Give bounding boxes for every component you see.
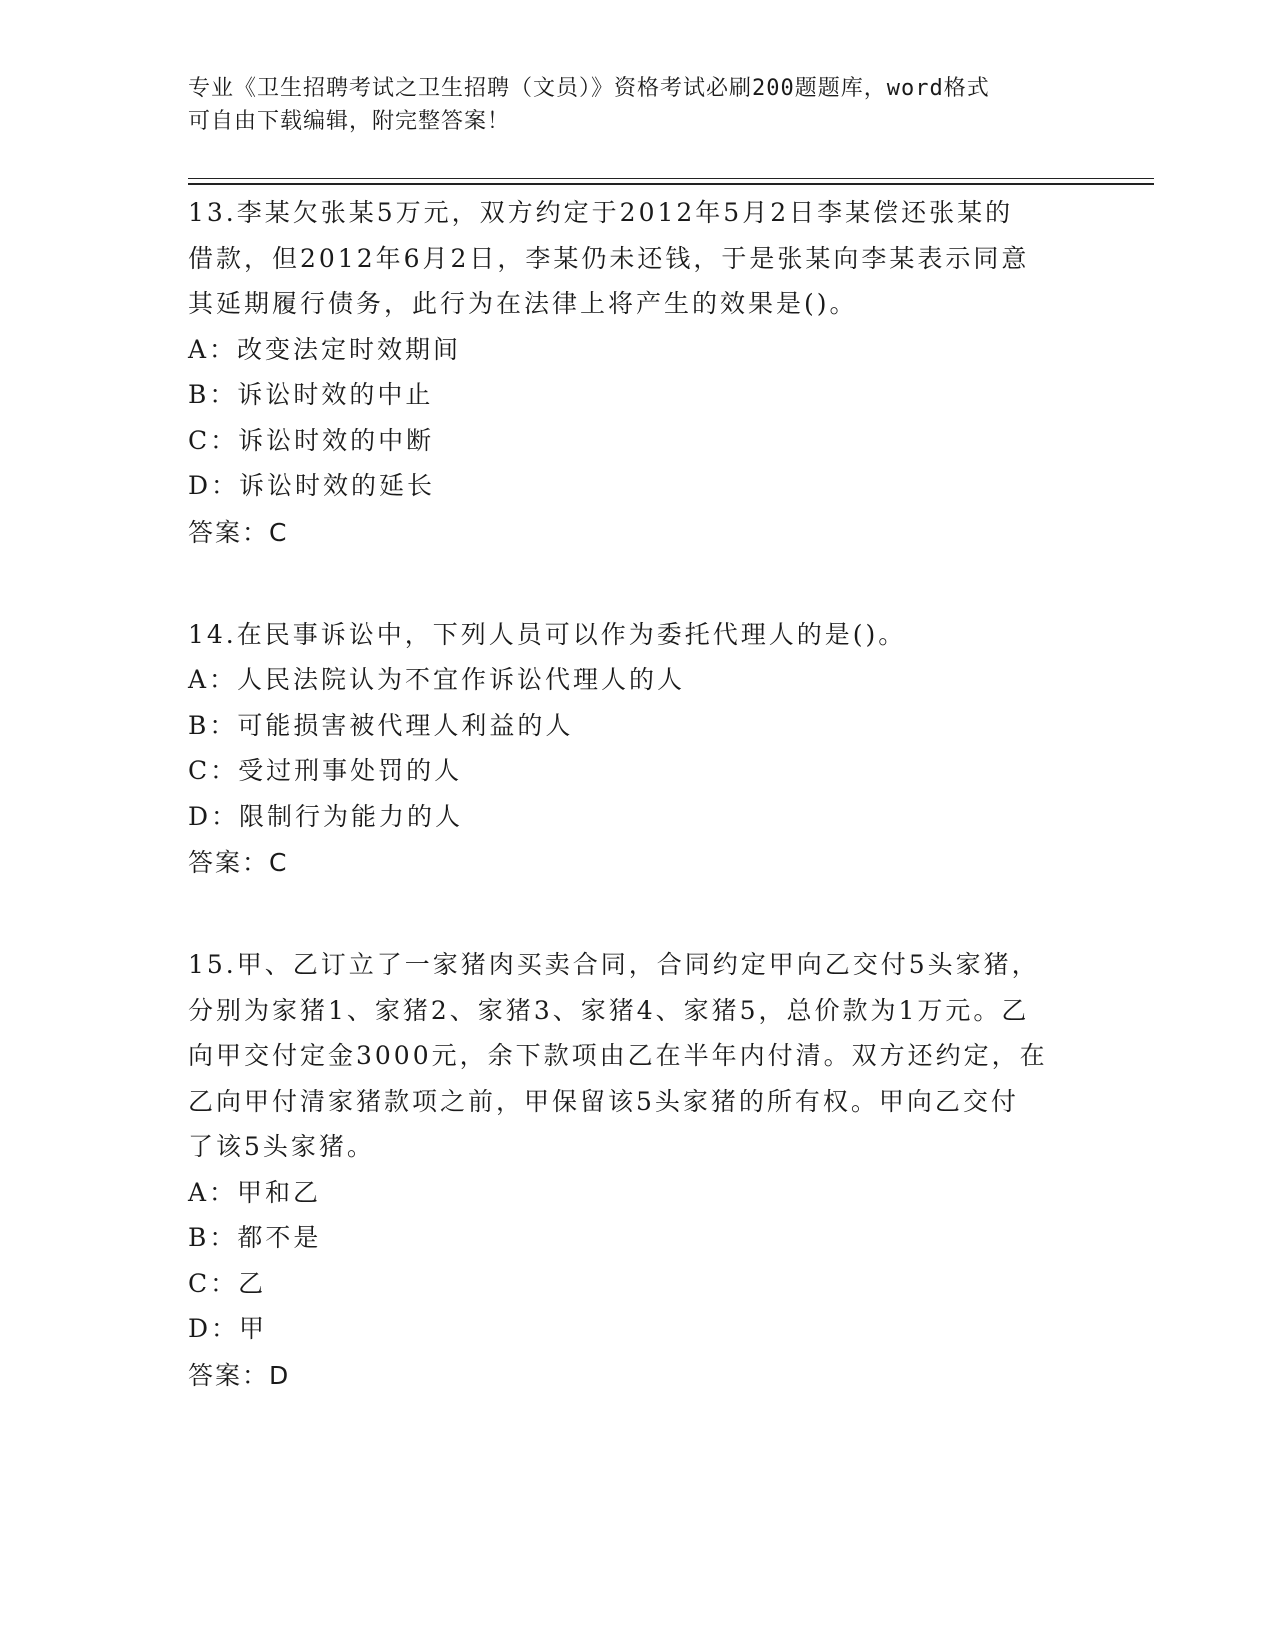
question-13 [188, 190, 1088, 556]
header-line: 专业《卫生招聘考试之卫生招聘（文员）》资格考试必刷200题题库，word格式 [188, 76, 990, 101]
answer-label: 答案：D [188, 1360, 291, 1390]
option-c: C：乙 [188, 1268, 267, 1298]
question-text: 了该5头家猪。 [188, 1132, 375, 1161]
option-c: C：受过刑事处罚的人 [188, 756, 463, 785]
question-list [188, 190, 1088, 1455]
question-text: 向甲交付定金3000元，余下款项由乙在半年内付清。双方还约定，在 [188, 1041, 1048, 1070]
question-text: 其延期履行债务，此行为在法律上将产生的效果是()。 [188, 289, 858, 318]
question-14 [188, 612, 1088, 887]
question-text: 分别为家猪1、家猪2、家猪3、家猪4、家猪5，总价款为1万元。乙 [188, 995, 1030, 1025]
question-text: 借款，但2012年6月2日，李某仍未还钱，于是张某向李某表示同意 [188, 243, 1030, 273]
option-d: D：限制行为能力的人 [188, 801, 464, 831]
answer-label: 答案：C [188, 848, 289, 877]
header-divider-thick [188, 183, 1154, 185]
question-text: 15.甲、乙订立了一家猪肉买卖合同，合同约定甲向乙交付5头家猪， [188, 950, 1040, 979]
answer-label: 答案：C [188, 517, 289, 547]
option-b: B：可能损害被代理人利益的人 [188, 710, 574, 740]
option-a: A：甲和乙 [188, 1177, 322, 1207]
question-text: 13.李某欠张某5万元，双方约定于2012年5月2日李某偿还张某的 [188, 198, 1014, 227]
option-a: A：改变法定时效期间 [188, 334, 462, 364]
header-divider [188, 178, 1154, 179]
option-b: B：诉讼时效的中止 [188, 380, 434, 409]
question-text: 乙向甲付清家猪款项之前，甲保留该5头家猪的所有权。甲向乙交付 [188, 1086, 1019, 1116]
document-header [188, 72, 1088, 138]
option-c: C：诉讼时效的中断 [188, 425, 435, 455]
question-15 [188, 942, 1088, 1399]
question-text: 14.在民事诉讼中，下列人员可以作为委托代理人的是()。 [188, 619, 907, 649]
option-d: D：甲 [188, 1314, 268, 1343]
header-line: 可自由下载编辑，附完整答案！ [188, 109, 511, 134]
option-a: A：人民法院认为不宜作诉讼代理人的人 [188, 665, 686, 694]
option-b: B：都不是 [188, 1223, 322, 1252]
option-d: D：诉讼时效的延长 [188, 471, 436, 500]
